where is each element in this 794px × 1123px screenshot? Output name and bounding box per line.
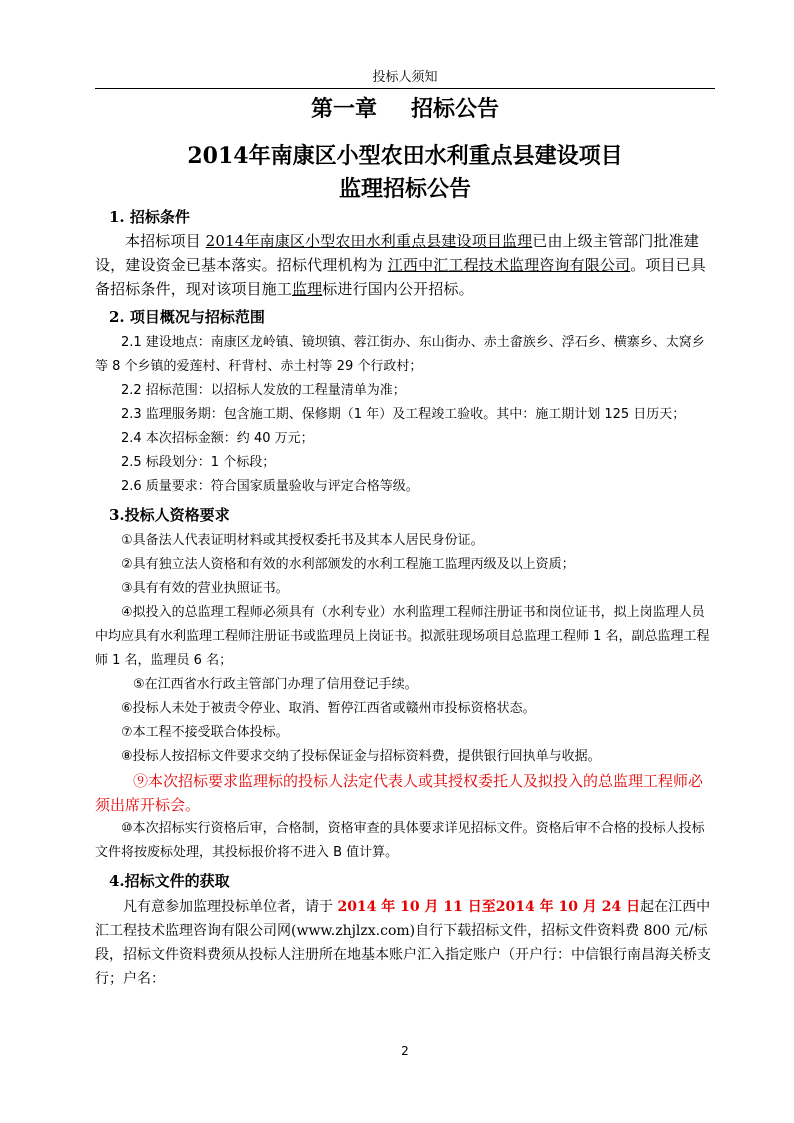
project-name: 2014年南康区小型农田水利重点县建设项目监理: [205, 232, 533, 250]
date-end: 2014 年 10 月 24 日: [495, 899, 641, 915]
date-separator: 至: [481, 899, 496, 915]
header-rule: [95, 88, 715, 89]
item-2-4: 2.4 本次招标金额：约 40 万元；: [121, 431, 314, 446]
text-run: 起在江西中汇工程技术监理咨询有限公司网(www.zhjlzx.com)自行下载招标文件，招标文件资料费 800 元/标段，招标文件资料费须从投标人注册所在地基本账户汇入指定账户（开户行：中信银行南昌海关桥支行；户名：: [95, 899, 711, 987]
section-heading-1: 1. 招标条件: [109, 208, 190, 226]
qualification-4: ④拟投入的总监理工程师必须具有（水利专业）水利监理工程师注册证书和岗位证书，拟上岗监理人员中均应具有水利监理工程师注册证书或监理员上岗证书。拟派驻现场项目总监理工程师 1 名，副总监理工程师 1 名，监理员 6 名；: [95, 605, 710, 668]
chapter-title: [95, 92, 715, 123]
item-2-6: 2.6 质量要求：符合国家质量验收与评定合格等级。: [121, 479, 419, 494]
qualification-9-highlight: ⑨本次招标要求监理标的投标人法定代表人或其授权委托人及拟投入的总监理工程师必须出席开标会。: [95, 772, 704, 814]
item-2-5: 2.5 标段划分：1 个标段；: [121, 455, 276, 470]
text-run: 。项目已具备招标条件，现对该项目施工: [95, 256, 706, 298]
work-type: 监理: [291, 280, 323, 298]
chapter-number: 第一章: [310, 97, 377, 122]
qualification-10: ⑩本次招标实行资格后审，合格制，资格审查的具体要求详见招标文件。资格后审不合格的投标人投标文件将按废标处理，其投标报价将不进入 B 值计算。: [95, 821, 705, 860]
qualification-7: ⑦本工程不接受联合体投标。: [121, 725, 289, 740]
section-1-paragraph: [95, 229, 713, 301]
qualification-1: ①具备法人代表证明材料或其授权委托书及其本人居民身份证。: [121, 533, 484, 548]
section-heading-2: 2. 项目概况与招标范围: [109, 308, 265, 326]
agent-name: 江西中汇工程技术监理咨询有限公司: [387, 256, 631, 274]
page-number: 2: [401, 1044, 409, 1058]
qualification-2: ②具有独立法人资格和有效的水利部颁发的水利工程施工监理丙级及以上资质；: [121, 557, 575, 572]
document-body: [95, 205, 713, 991]
item-2-3: 2.3 监理服务期：包含施工期、保修期（1 年）及工程竣工验收。其中：施工期计划 125 日历天；: [121, 407, 686, 422]
qualification-8: ⑧投标人按招标文件要求交纳了投标保证金与招标资料费，提供银行回执单与收据。: [121, 749, 601, 764]
running-header: 投标人须知: [372, 70, 438, 85]
section-heading-3: 3.投标人资格要求: [109, 506, 230, 524]
qualification-5: ⑤在江西省水行政主管部门办理了信用登记手续。: [133, 677, 418, 692]
text-run: 凡有意参加监理投标单位者，请于: [123, 899, 338, 915]
text-run: 标进行国内公开招标。: [322, 280, 474, 298]
chapter-name: 招标公告: [411, 97, 500, 122]
section-heading-4: 4.招标文件的获取: [109, 872, 230, 890]
item-2-2: 2.2 招标范围：以招标人发放的工程量清单为准；: [121, 383, 406, 398]
date-start: 2014 年 10 月 11 日: [337, 899, 482, 915]
item-2-1: 2.1 建设地点：南康区龙岭镇、镜坝镇、蓉江街办、东山街办、赤土畲族乡、浮石乡、横寨乡、太窝乡等 8 个乡镇的爱莲村、秆背村、赤土村等 29 个行政村；: [95, 335, 705, 374]
document-title-line1: 2014年南康区小型农田水利重点县建设项目: [187, 143, 623, 169]
qualification-3: ③具有有效的营业执照证书。: [121, 581, 289, 596]
text-run: 本招标项目: [125, 232, 206, 250]
document-title-line2: 监理招标公告: [338, 176, 471, 202]
text-run: 已由上级主管部门批准建设，建设资金已基本落实。招标代理机构为: [95, 232, 699, 274]
section-4-paragraph: [95, 895, 713, 991]
qualification-6: ⑥投标人未处于被责令停业、取消、暂停江西省或赣州市投标资格状态。: [121, 701, 536, 716]
